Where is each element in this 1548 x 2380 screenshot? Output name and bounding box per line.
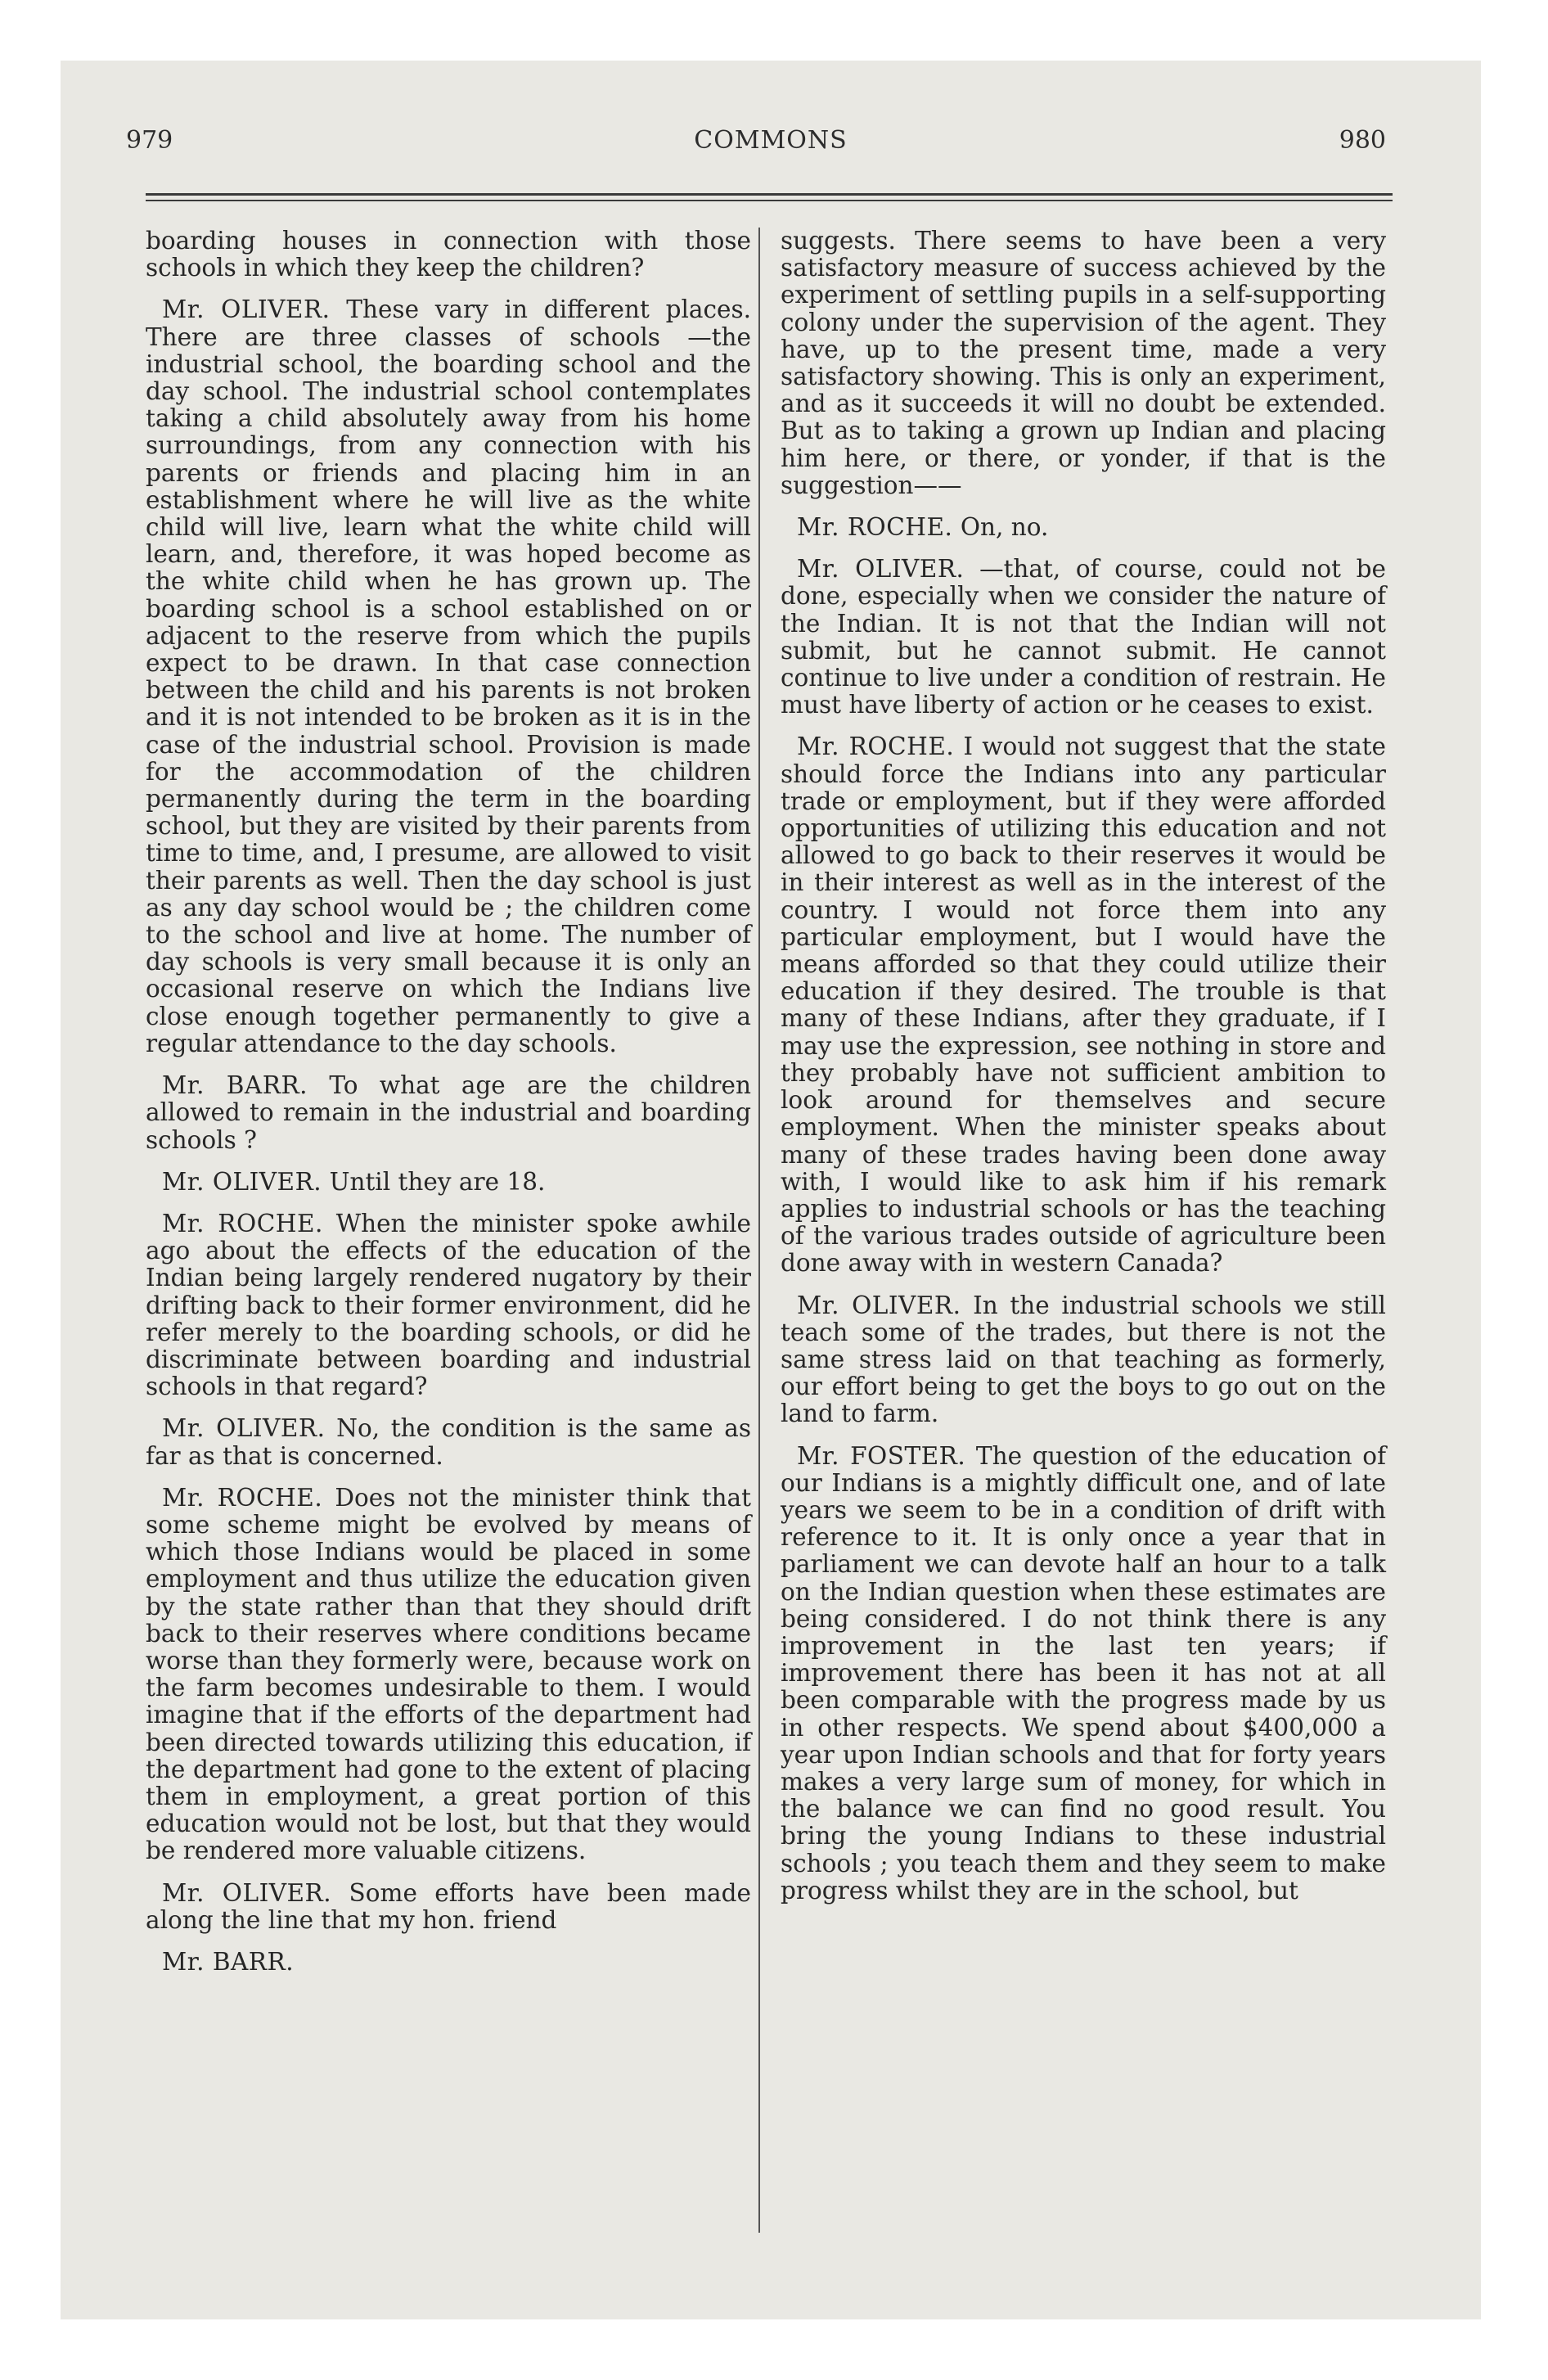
paragraph: Mr. FOSTER. The question of the education of our Indians is a mightly difficult one, and of late years we seem to be in a condition of drift with reference to it. It is only once a year that in parliament we can devote half an hour to a talk on the Indian question when these estimates are being considered. I do not think there is any improvement in the last ten years; if improvement there has been it has not at all been comparable with the progress made by us in other respects. We spend about $400,000 a year upon Indian schools and that for forty years makes a very large sum of money, for which in the balance we can find no good result. You bring the young Indians to these industrial schools ; you teach them and they seem to make progress whilst they are in the school, but xyxy=(781,1441,1386,1904)
header-rule xyxy=(146,193,1393,196)
speaker-name: Mr. OLIVER. xyxy=(162,1414,326,1443)
running-title: COMMONS xyxy=(694,126,848,155)
paragraph xyxy=(146,1949,751,1976)
paragraph: boarding houses in connection with those schools in which they keep the children? xyxy=(146,227,751,282)
paragraph: Mr. BARR. To what age are the children allowed to remain in the industrial and boarding schools ? xyxy=(146,1071,751,1154)
left-column xyxy=(146,228,751,1990)
speaker-name: Mr. OLIVER. xyxy=(162,1167,322,1196)
page-number-right: 980 xyxy=(1339,126,1386,155)
column-divider xyxy=(758,228,760,2233)
paragraph: Mr. ROCHE. On, no. xyxy=(797,513,1049,542)
right-column xyxy=(781,228,1386,1919)
paragraph: Mr. OLIVER. —that, of course, could not be done, especially when we consider the nature of the Indian. It is not that the Indian will not submit, but he cannot submit. He cannot continue to live under a condition of restrain. He must have liberty of action or he ceases to exist. xyxy=(781,555,1386,719)
speaker-name: Mr. BARR. xyxy=(162,1071,308,1100)
paragraph: Mr. OLIVER. These vary in different places. There are three classes of schools —the industrial school, the boarding school and the day school. The industrial school contemplates taking a child absolutely away from his home surroundings, from any connection with his parents or friends and placing him in an establishment where he will live as the white child will live, learn what the white child will learn, and, therefore, it was hoped become as the white child when he has grown up. The boarding school is a school established on or adjacent to the reserve from which the pupils expect to be drawn. In that case connection between the child and his parents is not broken and it is not intended to be broken as it is in the case of the industrial school. Provision is made for the accommodation of the children permanently during the term in the boarding school, but they are visited by their parents from time to time, and, I presume, are allowed to visit their parents as well. Then the day school is just as any day school would be ; the children come to the school and live at home. The number of day schools is very small because it is only an occasional reserve on which the Indians live close enough together permanently to give a regular attendance to the day schools. xyxy=(146,295,751,1057)
page-header xyxy=(61,126,1481,175)
paragraph: Mr. ROCHE. I would not suggest that the state should force the Indians into any particular trade or employment, but if they were afforded opportunities of utilizing this education and not allowed to go back to their reserves it would be in their interest as well as in the interest of the country. I would not force them into any particular employment, but I would have the means afforded so that they could utilize their education if they desired. The trouble is that many of these Indians, after they graduate, if I may use the expression, see nothing in store and they probably have not sufficient ambition to look around for themselves and secure employment. When the minister speaks about many of these trades having been done away with, I would like to ask him if his remark applies to industrial schools or has the teaching of the various trades outside of agriculture been done away with in western Canada? xyxy=(781,732,1386,1278)
paragraph: Mr. OLIVER. No, the condition is the same as far as that is concerned. xyxy=(146,1414,751,1470)
speaker-name: Mr. ROCHE. xyxy=(162,1209,323,1237)
paragraph: Mr. OLIVER. Until they are 18. xyxy=(162,1167,546,1196)
speaker-name: Mr. ROCHE. xyxy=(797,513,953,542)
speaker-name: Mr. FOSTER. xyxy=(797,1441,966,1470)
speaker-name: Mr. OLIVER. xyxy=(797,1291,961,1319)
speaker-name: Mr. BARR. xyxy=(162,1947,295,1976)
paragraph: suggests. There seems to have been a very satisfactory measure of success achieved by the experiment of settling pupils in a self-supporting colony under the supervision of the agent. They have, up to the present time, made a very satisfactory showing. This is only an experiment, and as it succeeds it will no doubt be extended. But as to taking a grown up Indian and placing him here, or there, or yonder, if that is the suggestion—— xyxy=(781,227,1386,499)
speaker-name: Mr. ROCHE. xyxy=(162,1483,323,1512)
paragraph: Mr. OLIVER. In the industrial schools we still teach some of the trades, but there is not the same stress laid on that teaching as formerly, our effort being to get the boys to go out on the land to farm. xyxy=(781,1291,1386,1428)
page-sheet xyxy=(61,61,1481,2319)
speaker-name: Mr. ROCHE. xyxy=(797,732,955,761)
paragraph: Mr. OLIVER. Some efforts have been made along the line that my hon. friend xyxy=(146,1878,751,1934)
speaker-name: Mr. OLIVER. xyxy=(162,295,331,324)
speaker-name: Mr. OLIVER. xyxy=(797,555,965,584)
paragraph: Mr. ROCHE. When the minister spoke awhile ago about the effects of the education of the Indian being largely rendered nugatory by their drifting back to their former environment, did he refer merely to the boarding schools, or did he discriminate between boarding and industrial schools in that regard? xyxy=(146,1209,751,1401)
page-number-left: 979 xyxy=(126,126,173,155)
paragraph: Mr. ROCHE. Does not the minister think that some scheme might be evolved by means of which those Indians would be placed in some employment and thus utilize the education given by the state rather than that they should drift back to their reserves where conditions became worse than they formerly were, because work on the farm becomes undesirable to them. I would imagine that if the efforts of the department had been directed towards utilizing this education, if the department had gone to the extent of placing them in employment, a great portion of this education would not be lost, but that they would be rendered more valuable citizens. xyxy=(146,1483,751,1865)
speaker-name: Mr. OLIVER. xyxy=(162,1878,332,1907)
header-rule-thin xyxy=(146,200,1393,201)
